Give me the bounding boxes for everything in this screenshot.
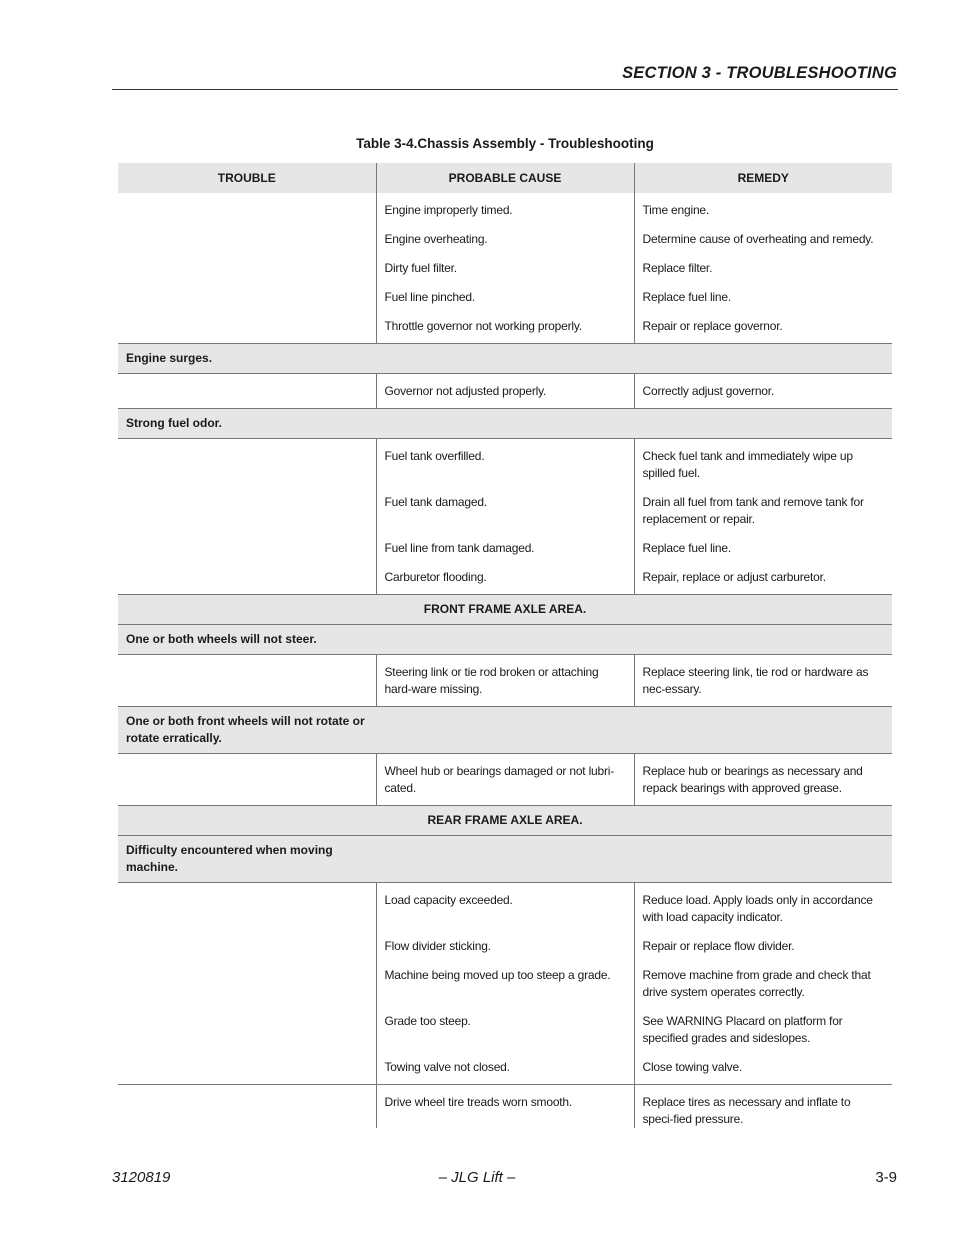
remedy-cell: Time engine. [634,193,892,231]
trouble-label: Engine surges. [118,344,892,374]
header-divider [112,89,898,90]
column-header-probable-cause: PROBABLE CAUSE [376,163,634,193]
trouble-label-text: One or both front wheels will not rotate or rotate erratically. [126,714,365,745]
trouble-heading-row [118,707,892,754]
section-label-rear-frame-axle: REAR FRAME AXLE AREA. [118,806,892,836]
troubleshooting-table [118,163,892,1128]
trouble-cell [118,540,376,569]
trouble-label: Strong fuel odor. [118,409,892,439]
trouble-cell [118,1085,376,1129]
remedy-cell: Replace filter. [634,260,892,289]
remedy-cell: Determine cause of overheating and remedy. [634,231,892,260]
table-row [118,374,892,409]
trouble-cell [118,967,376,1013]
trouble-cell [118,374,376,409]
cause-cell: Fuel tank overfilled. [376,439,634,495]
cause-cell: Towing valve not closed. [376,1059,634,1085]
trouble-cell [118,439,376,495]
cause-cell: Fuel line pinched. [376,289,634,318]
cause-cell: Engine overheating. [376,231,634,260]
remedy-cell: Remove machine from grade and check that drive system operates correctly. [634,967,892,1013]
trouble-cell [118,938,376,967]
cause-cell: Governor not adjusted properly. [376,374,634,409]
cause-cell: Fuel line from tank damaged. [376,540,634,569]
trouble-heading-row [118,625,892,655]
remedy-cell: Correctly adjust governor. [634,374,892,409]
remedy-cell: Reduce load. Apply loads only in accordance with load capacity indicator. [634,883,892,939]
section-heading-row [118,806,892,836]
cause-cell: Throttle governor not working properly. [376,318,634,344]
trouble-cell [118,1013,376,1059]
remedy-cell: Repair or replace governor. [634,318,892,344]
cause-cell: Wheel hub or bearings damaged or not lubri-cated. [376,754,634,806]
cause-cell: Engine improperly timed. [376,193,634,231]
document-number: 3120819 [112,1169,171,1186]
table-row [118,1013,892,1059]
table-row [118,289,892,318]
remedy-cell: Repair or replace flow divider. [634,938,892,967]
table-row [118,439,892,495]
remedy-cell: Replace fuel line. [634,540,892,569]
cause-cell: Fuel tank damaged. [376,494,634,540]
trouble-cell [118,289,376,318]
table-row [118,193,892,231]
table-row [118,1085,892,1129]
trouble-cell [118,883,376,939]
cause-cell: Drive wheel tire treads worn smooth. [376,1085,634,1129]
section-title: SECTION 3 - TROUBLESHOOTING [622,64,897,82]
table-row [118,1059,892,1085]
table-title: Table 3-4.Chassis Assembly - Troubleshooting [356,136,654,151]
trouble-label-text: Difficulty encountered when moving machine. [126,843,333,874]
trouble-heading-row [118,409,892,439]
table-row [118,231,892,260]
remedy-cell: Replace steering link, tie rod or hardware as nec-essary. [634,655,892,707]
column-header-trouble: TROUBLE [118,163,376,193]
column-header-remedy: REMEDY [634,163,892,193]
section-heading-row [118,595,892,625]
remedy-cell: See WARNING Placard on platform for specified grades and sideslopes. [634,1013,892,1059]
remedy-cell: Repair, replace or adjust carburetor. [634,569,892,595]
table-row [118,754,892,806]
cause-cell: Grade too steep. [376,1013,634,1059]
remedy-cell: Replace fuel line. [634,289,892,318]
trouble-cell [118,260,376,289]
table-row [118,883,892,939]
trouble-label [118,836,892,883]
cause-cell: Machine being moved up too steep a grade. [376,967,634,1013]
table-row [118,494,892,540]
trouble-heading-row [118,344,892,374]
table-header-row [118,163,892,193]
remedy-cell: Check fuel tank and immediately wipe up spilled fuel. [634,439,892,495]
table-row [118,318,892,344]
remedy-cell: Drain all fuel from tank and remove tank for replacement or repair. [634,494,892,540]
trouble-heading-row [118,836,892,883]
cause-cell: Carburetor flooding. [376,569,634,595]
trouble-cell [118,318,376,344]
table-row [118,967,892,1013]
cause-cell: Dirty fuel filter. [376,260,634,289]
table-row [118,655,892,707]
trouble-cell [118,569,376,595]
trouble-label: One or both wheels will not steer. [118,625,892,655]
remedy-cell: Close towing valve. [634,1059,892,1085]
remedy-cell: Replace hub or bearings as necessary and repack bearings with approved grease. [634,754,892,806]
trouble-label [118,707,892,754]
trouble-cell [118,655,376,707]
page-number: 3-9 [875,1169,897,1186]
trouble-cell [118,231,376,260]
table-row [118,540,892,569]
cause-cell: Steering link or tie rod broken or attaching hard-ware missing. [376,655,634,707]
trouble-cell [118,1059,376,1085]
table-row [118,260,892,289]
remedy-cell: Replace tires as necessary and inflate to speci-fied pressure. [634,1085,892,1129]
footer-brand: – JLG Lift – [438,1169,516,1186]
trouble-cell [118,754,376,806]
trouble-cell [118,193,376,231]
cause-cell: Flow divider sticking. [376,938,634,967]
table-row [118,938,892,967]
trouble-cell [118,494,376,540]
cause-cell: Load capacity exceeded. [376,883,634,939]
section-label-front-frame-axle: FRONT FRAME AXLE AREA. [118,595,892,625]
table-row [118,569,892,595]
